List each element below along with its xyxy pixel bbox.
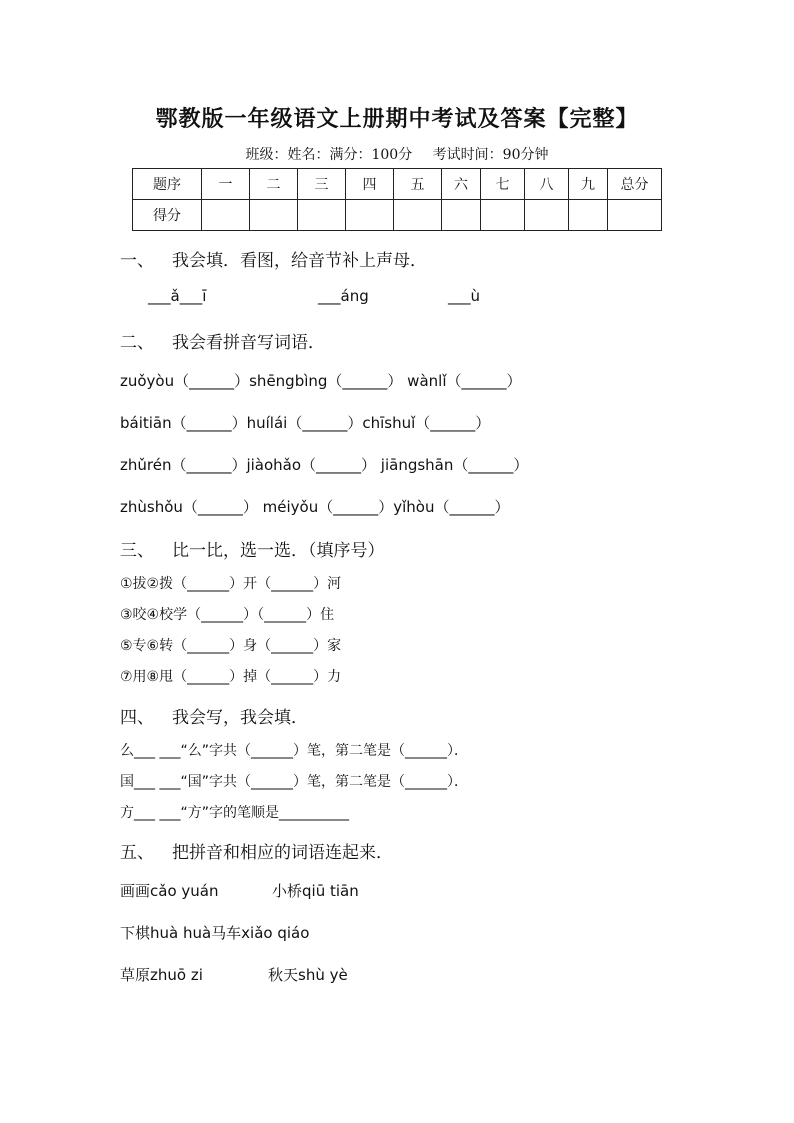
page-title: 鄂教版一年级语文上册期中考试及答案【完整】 bbox=[155, 106, 639, 132]
score-header-cell: 七 bbox=[481, 169, 525, 200]
score-cell[interactable] bbox=[346, 200, 394, 231]
section-number: 二、 bbox=[120, 333, 154, 353]
score-header-cell: 九 bbox=[569, 169, 608, 200]
s5-item-right[interactable]: 小桥qiū tiān bbox=[272, 882, 359, 900]
score-cell[interactable] bbox=[250, 200, 298, 231]
score-header-cell: 八 bbox=[525, 169, 569, 200]
score-header-cell: 六 bbox=[442, 169, 481, 200]
s1-item-3[interactable]: ___ù bbox=[448, 287, 481, 305]
section-title: 我会看拼音写词语． bbox=[172, 333, 325, 353]
score-table-header-row bbox=[133, 169, 662, 200]
score-header-cell: 一 bbox=[202, 169, 250, 200]
section-2-heading bbox=[120, 328, 325, 353]
score-header-cell: 五 bbox=[394, 169, 442, 200]
score-header-cell: 总分 bbox=[608, 169, 662, 200]
score-cell[interactable] bbox=[394, 200, 442, 231]
score-header-cell: 题序 bbox=[133, 169, 202, 200]
class-name-field: 班级：姓名：满分：100分 bbox=[245, 147, 413, 163]
section-4-heading bbox=[120, 703, 308, 728]
s5-item-left[interactable]: 下棋huà huà马车xiǎo qiáo bbox=[120, 924, 310, 942]
score-cell[interactable] bbox=[202, 200, 250, 231]
s3-line-2[interactable]: ③咬④校学（______）（______）住 bbox=[120, 607, 335, 623]
section-number: 一、 bbox=[120, 251, 154, 271]
score-cell[interactable] bbox=[525, 200, 569, 231]
score-cell[interactable] bbox=[569, 200, 608, 231]
score-row-label: 得分 bbox=[133, 200, 202, 231]
s1-item-2[interactable]: ___áng bbox=[318, 287, 369, 305]
score-header-cell: 四 bbox=[346, 169, 394, 200]
s2-line-2[interactable]: báitiān（______）huílái（______）chīshuǐ（______） bbox=[120, 414, 491, 432]
section-number: 五、 bbox=[120, 843, 154, 863]
exam-time: 考试时间：90分钟 bbox=[432, 147, 549, 163]
section-1-heading bbox=[120, 246, 427, 271]
score-table-score-row bbox=[133, 200, 662, 231]
s3-line-3[interactable]: ⑤专⑥转（______）身（______）家 bbox=[120, 638, 342, 654]
score-header-cell: 二 bbox=[250, 169, 298, 200]
score-cell[interactable] bbox=[608, 200, 662, 231]
s2-line-4[interactable]: zhùshǒu（______） méiyǒu（______）yǐhòu（______） bbox=[120, 498, 510, 516]
section-title: 我会写，我会填． bbox=[172, 708, 308, 728]
score-cell[interactable] bbox=[298, 200, 346, 231]
s5-item-left[interactable]: 草原zhuō zi bbox=[120, 966, 203, 984]
section-number: 四、 bbox=[120, 708, 154, 728]
score-cell[interactable] bbox=[481, 200, 525, 231]
section-title: 把拼音和相应的词语连起来． bbox=[172, 843, 393, 863]
s3-line-1[interactable]: ①拔②拨（______）开（______）河 bbox=[120, 576, 342, 592]
exam-info bbox=[0, 144, 794, 164]
s1-item-1[interactable]: ___ǎ___ī bbox=[148, 287, 207, 305]
score-table bbox=[132, 168, 662, 231]
score-header-cell: 三 bbox=[298, 169, 346, 200]
section-5-heading bbox=[120, 838, 393, 863]
s2-line-1[interactable]: zuǒyòu（______）shēngbìng（______） wànlǐ（______） bbox=[120, 372, 522, 390]
s4-line-1[interactable]: 么___ ___“么”字共（______）笔，第二笔是（______）． bbox=[120, 743, 468, 759]
s3-line-4[interactable]: ⑦用⑧甩（______）掉（______）力 bbox=[120, 669, 342, 685]
section-title: 我会填．看图，给音节补上声母． bbox=[172, 251, 427, 271]
section-number: 三、 bbox=[120, 541, 154, 561]
s2-line-3[interactable]: zhǔrén（______）jiàohǎo（______） jiāngshān（______） bbox=[120, 456, 529, 474]
s5-item-left[interactable]: 画画cǎo yuán bbox=[120, 882, 219, 900]
s4-line-3[interactable]: 方___ ___“方”字的笔顺是__________ bbox=[120, 805, 349, 821]
s4-line-2[interactable]: 国___ ___“国”字共（______）笔，第二笔是（______）． bbox=[120, 774, 468, 790]
score-cell[interactable] bbox=[442, 200, 481, 231]
s5-item-right[interactable]: 秋天shù yè bbox=[268, 966, 348, 984]
section-3-heading bbox=[120, 536, 385, 561]
section-title: 比一比，选一选．（填序号） bbox=[172, 541, 385, 561]
